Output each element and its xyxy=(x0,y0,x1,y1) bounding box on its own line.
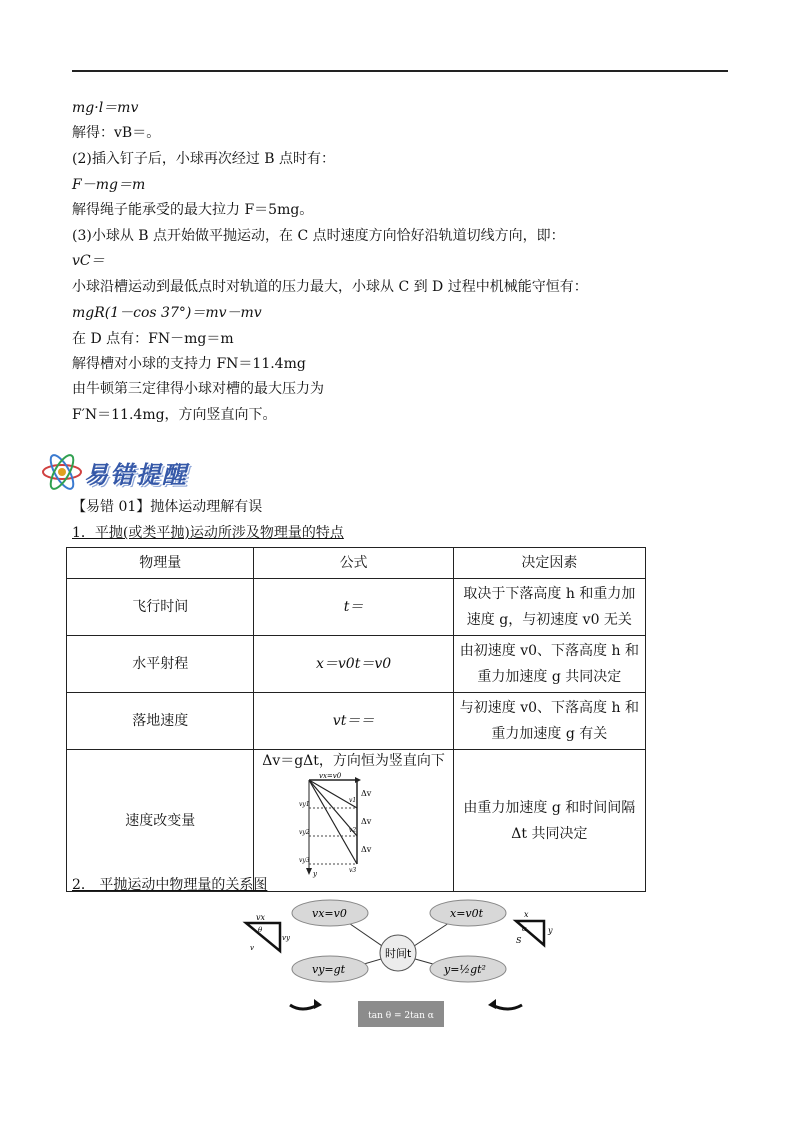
label-dv-2: Δv xyxy=(360,817,371,826)
cell-factor: 取决于下落高度 h 和重力加速度 g，与初速度 v0 无关 xyxy=(453,579,645,636)
table-row xyxy=(67,750,646,892)
tri-right-x: x xyxy=(524,910,529,919)
solution-line-8: 小球沿槽运动到最低点时对轨道的压力最大，小球从 C 到 D 过程中机械能守恒有： xyxy=(72,279,588,295)
tri-left-v: v xyxy=(250,944,254,952)
table-row xyxy=(67,693,646,750)
cell-quantity: 速度改变量 xyxy=(67,750,254,892)
tri-left-vy: vy xyxy=(282,934,290,942)
label-vx: vx=v0 xyxy=(318,772,341,780)
tri-left-vx: vx xyxy=(256,913,266,922)
header-quantity: 物理量 xyxy=(67,548,254,579)
cell-factor: 与初速度 v0、下落高度 h 和重力加速度 g 有关 xyxy=(453,693,645,750)
y-axis-arrow xyxy=(306,868,312,875)
cell-factor: 由重力加速度 g 和时间间隔 Δt 共同决定 xyxy=(453,750,645,892)
vx-arrowhead xyxy=(355,777,361,783)
subsection-title-2: 2． 平抛运动中物理量的关系图 xyxy=(72,877,268,893)
tri-right-alpha: α xyxy=(522,925,527,933)
table-header-row xyxy=(67,548,646,579)
solution-line-2: 解得：vB＝。 xyxy=(72,125,161,141)
label-v2: v2 xyxy=(348,827,356,834)
solution-line-12: 由牛顿第三定律得小球对槽的最大压力为 xyxy=(72,381,324,397)
solution-line-4: F－mg＝m xyxy=(72,177,146,193)
section-heading: 易错提醒 xyxy=(84,460,188,489)
solution-line-13: F′N＝11.4mg，方向竖直向下。 xyxy=(72,407,277,423)
label-y-gt2: y=½gt² xyxy=(444,963,486,976)
solution-line-10: 在 D 点有：FN－mg＝m xyxy=(72,331,234,347)
tri-right-y: y xyxy=(548,926,553,935)
cell-formula: t＝ xyxy=(254,579,453,636)
header-formula: 公式 xyxy=(254,548,453,579)
tri-left-theta: θ xyxy=(258,926,263,934)
label-vy2: vy2 xyxy=(298,829,310,836)
solution-line-5: 解得绳子能承受的最大拉力 F＝5mg。 xyxy=(72,202,314,218)
label-dv-1: Δv xyxy=(360,789,371,798)
subsection-title-1: 1．平抛(或类平抛)运动所涉及物理量的特点 xyxy=(72,525,344,541)
label-x-v0t: x=v0t xyxy=(450,907,484,920)
physics-table xyxy=(66,547,646,892)
error-tag: 【易错 01】抛体运动理解有误 xyxy=(72,499,263,515)
cell-formula: x＝v0t＝v0 xyxy=(254,636,453,693)
cell-quantity: 落地速度 xyxy=(67,693,254,750)
label-vx-v0: vx=v0 xyxy=(312,907,347,920)
tri-right-s: S xyxy=(516,936,522,945)
cell-formula: Δv＝gΔt，方向恒为竖直向下 xyxy=(262,753,445,769)
label-center-time: 时间t xyxy=(385,947,412,960)
formula-tan: tan θ = 2tan α xyxy=(368,1011,434,1021)
velocity-change-diagram xyxy=(299,772,409,882)
table-row xyxy=(67,579,646,636)
cell-quantity: 飞行时间 xyxy=(67,579,254,636)
curve-arrow-left xyxy=(290,1005,318,1009)
label-vy3: vy3 xyxy=(298,857,310,864)
solution-line-6: (3)小球从 B 点开始做平抛运动，在 C 点时速度方向恰好沿轨道切线方向，即： xyxy=(72,228,565,244)
table-row xyxy=(67,636,646,693)
solution-line-3: (2)插入钉子后，小球再次经过 B 点时有： xyxy=(72,151,336,167)
solution-line-7: vC＝ xyxy=(72,253,105,269)
relation-diagram xyxy=(240,895,570,1035)
curve-arrowhead-left xyxy=(314,999,322,1009)
header-factor: 决定因素 xyxy=(453,548,645,579)
v3-arrow xyxy=(309,780,357,864)
cell-quantity: 水平射程 xyxy=(67,636,254,693)
label-dv-3: Δv xyxy=(360,845,371,854)
label-y: y xyxy=(312,870,317,878)
header-rule xyxy=(72,70,728,72)
cell-formula: vt＝＝ xyxy=(254,693,453,750)
cell-factor: 由初速度 v0、下落高度 h 和重力加速度 g 共同决定 xyxy=(453,636,645,693)
label-v1: v1 xyxy=(348,797,356,804)
solution-line-1: mg·l＝mv xyxy=(72,100,139,116)
solution-line-11: 解得槽对小球的支持力 FN＝11.4mg xyxy=(72,356,306,372)
label-vy-gt: vy=gt xyxy=(312,963,346,976)
curve-arrow-right xyxy=(492,1005,522,1009)
solution-line-9: mgR(1－cos 37°)＝mv－mv xyxy=(72,305,262,321)
label-v3: v3 xyxy=(348,867,356,874)
label-vy1: vy1 xyxy=(298,801,310,808)
cell-formula-diagram xyxy=(254,750,453,892)
curve-arrowhead-right xyxy=(488,999,496,1009)
